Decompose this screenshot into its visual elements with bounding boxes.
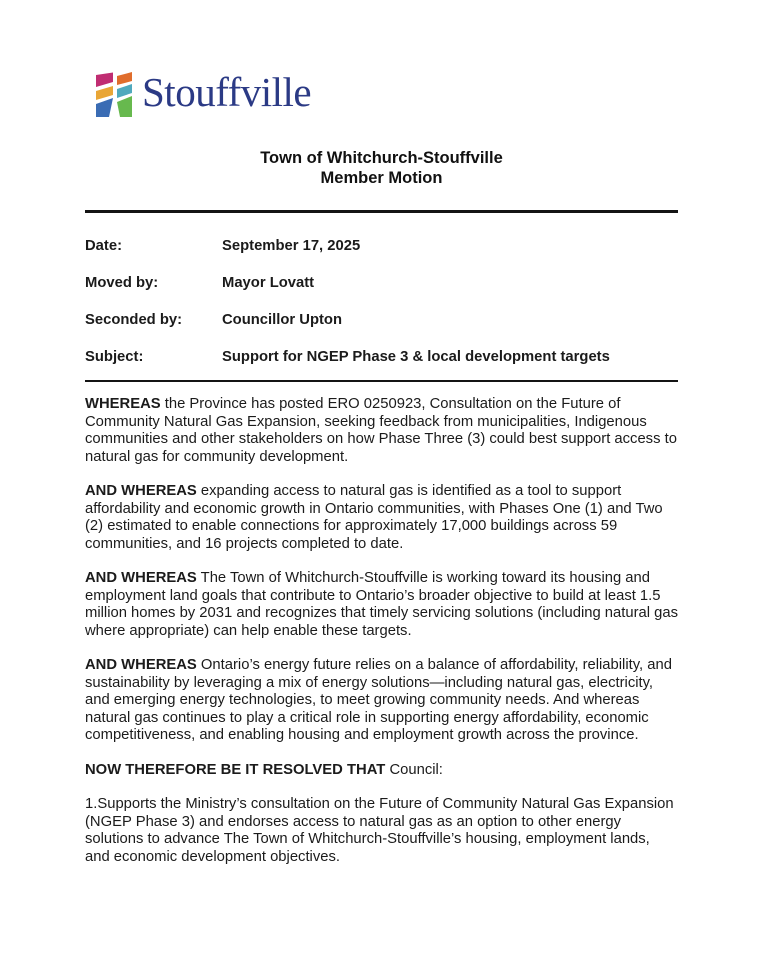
divider-bottom	[85, 380, 678, 383]
stouffville-tree-logo-icon	[94, 71, 135, 118]
logo-tile-teal	[117, 84, 132, 98]
whereas-lead: AND WHEREAS	[85, 657, 197, 673]
meta-row-moved-by	[85, 274, 678, 292]
whereas-lead: AND WHEREAS	[85, 483, 197, 499]
whereas-text: The Town of Whitchurch-Stouffville is working toward its housing and employment land goals that contribute to Ontario’s broader objective to build at least 1.5 million homes by 2031 and recognizes that timely servicing solutions (including natural gas where appropriate) can help enable these targets.	[85, 570, 679, 639]
logo-tile-green	[117, 96, 132, 117]
motion-body	[85, 396, 678, 866]
resolved-clause	[85, 762, 678, 780]
logo-tile-orange	[117, 72, 132, 85]
stouffville-wordmark: Stouffville	[142, 69, 312, 115]
resolved-text: Council:	[385, 761, 443, 778]
meta-value: September 17, 2025	[222, 237, 361, 254]
whereas-text: the Province has posted ERO 0250923, Consultation on the Future of Community Natural Gas Expansion, seeking feedback from municipalities, Indigenous communities and other stakeholders on how Phase Three (3) could best support access to natural gas for community development.	[85, 396, 677, 465]
meta-value: Councillor Upton	[222, 311, 343, 328]
meta-row-date	[85, 237, 678, 255]
logo-row	[0, 0, 768, 118]
logo-tile-blue	[96, 98, 113, 117]
meta-label: Seconded by:	[85, 311, 183, 328]
resolved-lead: NOW THEREFORE BE IT RESOLVED THAT	[85, 761, 386, 778]
resolution-item-1	[85, 796, 678, 866]
meta-row-seconded-by	[85, 311, 678, 329]
whereas-text: Ontario’s energy future relies on a balance of affordability, reliability, and sustainability by leveraging a mix of energy solutions—including natural gas, electricity, and emerging energy technologies, to meet growing community needs. And whereas natural gas continues to play a critical role in supporting energy affordability, economic competitiveness, and enabling housing and employment growth across the province.	[85, 657, 672, 743]
meta-label: Subject:	[85, 348, 144, 365]
whereas-text: expanding access to natural gas is identified as a tool to support affordability and economic growth in Ontario communities, with Phases One (1) and Two (2) estimated to enable connections for approximately 17,000 buildings across 59 communities, and 16 projects completed to date.	[85, 483, 663, 552]
logo-tile-yellow	[96, 86, 113, 100]
meta-label: Moved by:	[85, 274, 159, 291]
meta-label: Date:	[85, 237, 122, 254]
whereas-lead: AND WHEREAS	[85, 570, 197, 586]
logo-tile-magenta	[96, 73, 113, 88]
divider-top	[85, 210, 678, 213]
document-title-block	[85, 148, 678, 188]
motion-metadata	[85, 237, 678, 366]
whereas-paragraph-3	[85, 570, 678, 640]
resolution-item-text: 1.Supports the Ministry’s consultation on the Future of Community Natural Gas Expansion (NGEP Phase 3) and endorses access to natural gas as an option to other energy solutions to advance The Town of Whitchurch-Stouffville’s housing, employment lands, and economic development objectives.	[85, 796, 674, 865]
whereas-paragraph-4	[85, 657, 678, 745]
meta-value: Mayor Lovatt	[222, 274, 315, 291]
meta-value: Support for NGEP Phase 3 & local development targets	[222, 348, 610, 365]
document-title: Town of Whitchurch-Stouffville	[260, 149, 503, 167]
whereas-lead: WHEREAS	[85, 396, 161, 412]
whereas-paragraph-2	[85, 483, 678, 553]
document-subtitle: Member Motion	[320, 169, 443, 187]
meta-row-subject	[85, 348, 678, 366]
whereas-paragraph-1	[85, 396, 678, 466]
